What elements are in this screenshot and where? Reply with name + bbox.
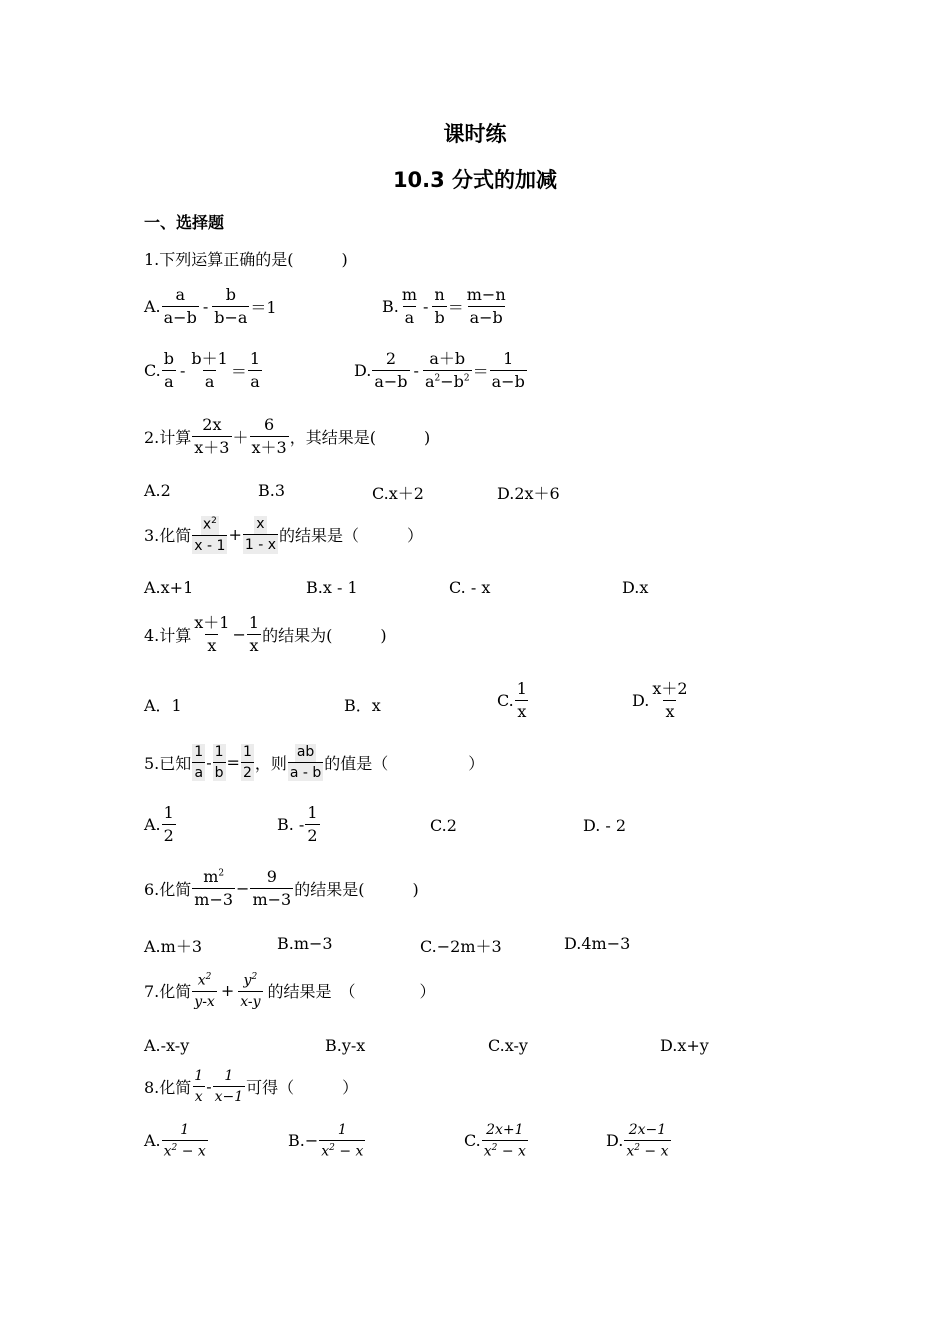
fraction: $\frac{x^2}{y-x}$ xyxy=(194,972,215,1010)
fraction: $\frac{1}{x^2 - x}$ xyxy=(163,1122,206,1160)
q4-option-b: B．x xyxy=(344,696,381,715)
option-label: C. xyxy=(144,361,161,381)
fraction: $\frac{1}{a}$ xyxy=(194,744,204,782)
operator: − xyxy=(232,625,246,645)
fraction: $\frac{1}{a}$ xyxy=(249,349,261,392)
fraction: $\frac{x}{1 - x}$ xyxy=(244,516,276,554)
q8-option-d: D. $\frac{2x-1}{x^2 - x}$ xyxy=(606,1122,669,1160)
fraction: $\frac{2}{a-b}$ xyxy=(374,349,408,392)
q3-option-d: D.x xyxy=(622,578,649,597)
result: ＝1 xyxy=(250,298,277,318)
q1-option-d xyxy=(354,350,528,392)
q7-option-c: C.x-y xyxy=(488,1036,528,1055)
q2-option-c: C.x＋2 xyxy=(372,484,424,503)
operator: ＝ xyxy=(447,298,464,318)
q3-option-c: C. - x xyxy=(449,578,491,597)
q4-option-d: D. $\frac{x+2}{x}$ xyxy=(632,679,688,722)
operator: + xyxy=(228,525,242,545)
option-label: A. xyxy=(144,297,161,317)
operator: - xyxy=(202,297,209,317)
q1-option-b xyxy=(382,286,509,328)
fraction: $\frac{x^2}{x - 1}$ xyxy=(194,516,226,554)
fraction: $\frac{1}{b}$ xyxy=(214,744,224,782)
q6-option-a: A.m＋3 xyxy=(144,937,202,956)
q4-option-c: C. $\frac{1}{x}$ xyxy=(497,679,527,722)
q2-option-d: D.2x＋6 xyxy=(497,484,560,503)
q5-option-b: B. - $\frac{1}{2}$ xyxy=(277,803,318,846)
operator: = xyxy=(226,753,240,773)
fraction: $\frac{n}{b}$ xyxy=(434,285,445,328)
fraction: $\frac{x+2}{x}$ xyxy=(652,679,688,722)
question-7-stem: 7.化简 $\frac{x^2}{y-x}$ + $\frac{y^2}{x-y}$ 的结果是 （ ） xyxy=(144,972,436,1010)
fraction: $\frac{6}{x+3}$ xyxy=(251,415,287,458)
question-4-stem: 4.计算 $\frac{x+1}{x}$ − $\frac{1}{x}$ 的结果为( ) xyxy=(144,613,387,656)
fraction: $\frac{1}{x}$ xyxy=(516,679,527,722)
q1-option-c xyxy=(144,350,263,392)
fraction: $\frac{b}{b-a}$ xyxy=(214,285,248,328)
q2-option-a: A.2 xyxy=(144,481,171,500)
q5-option-a: A. $\frac{1}{2}$ xyxy=(144,803,174,846)
question-3-stem: 3.化简 $\frac{x^2}{x - 1}$ + $\frac{x}{1 - x}$ 的结果是（ ） xyxy=(144,516,424,554)
question-2-stem: 2.计算 $\frac{2x}{x+3}$ ＋ $\frac{6}{x+3}$ ，其结果是( ) xyxy=(144,415,431,458)
operator: ＋ xyxy=(232,428,249,448)
q5-option-d: D. - 2 xyxy=(583,816,627,835)
page-subtitle: 10.3 分式的加减 xyxy=(392,168,558,192)
fraction: $\frac{b+1}{a}$ xyxy=(191,349,228,392)
q6-option-c: C.−2m＋3 xyxy=(420,937,502,956)
fraction: $\frac{1}{x^2 - x}$ xyxy=(321,1122,364,1160)
operator: - xyxy=(180,361,186,381)
q1-option-a xyxy=(144,286,277,328)
fraction: $\frac{a}{a-b}$ xyxy=(163,285,197,328)
q7-option-b: B.y-x xyxy=(325,1036,366,1055)
question-5-stem: 5.已知 $\frac{1}{a}$ - $\frac{1}{b}$ = $\frac{1}{2}$ ，则 $\frac{ab}{a - b}$ 的值是（ ） xyxy=(144,744,485,782)
q6-option-d: D.4m−3 xyxy=(564,934,631,953)
fraction: $\frac{1}{x}$ xyxy=(248,613,260,656)
q8-option-b: B.− $\frac{1}{x^2 - x}$ xyxy=(288,1122,364,1160)
fraction: $\frac{m^2}{m-3}$ xyxy=(194,867,234,910)
fraction: $\frac{1}{x-1}$ xyxy=(214,1068,244,1106)
fraction: $\frac{a+b}{a^2-b^2}$ xyxy=(424,349,470,392)
q5-option-c: C.2 xyxy=(430,816,457,835)
q4-option-a: A．1 xyxy=(144,696,182,715)
fraction: $\frac{1}{2}$ xyxy=(307,803,318,846)
q7-option-d: D.x+y xyxy=(660,1036,709,1055)
question-1-stem: 1.下列运算正确的是( ) xyxy=(144,250,348,269)
option-label: D. xyxy=(354,361,372,381)
operator: - xyxy=(206,1077,212,1097)
fraction: $\frac{x+1}{x}$ xyxy=(194,613,230,656)
q7-option-a: A.-x-y xyxy=(144,1036,190,1055)
operator: ＝ xyxy=(472,362,489,382)
fraction: $\frac{m}{a}$ xyxy=(401,285,418,328)
operator: - xyxy=(413,361,419,381)
fraction: $\frac{y^2}{x-y}$ xyxy=(240,972,261,1010)
page-title: 课时练 xyxy=(443,122,507,146)
operator: ＝ xyxy=(230,362,247,382)
q3-option-b: B.x - 1 xyxy=(306,578,358,597)
fraction: $\frac{2x}{x+3}$ xyxy=(194,415,230,458)
operator: - xyxy=(423,297,429,317)
option-label: B. xyxy=(382,297,399,317)
fraction: $\frac{1}{2}$ xyxy=(163,803,174,846)
operator: + xyxy=(220,981,235,1001)
fraction: $\frac{1}{a-b}$ xyxy=(491,349,525,392)
fraction: $\frac{9}{m-3}$ xyxy=(252,867,292,910)
fraction: $\frac{m-n}{a-b}$ xyxy=(466,285,506,328)
q8-option-c: C. $\frac{2x+1}{x^2 - x}$ xyxy=(464,1122,526,1160)
question-8-stem: 8.化简 $\frac{1}{x}$ - $\frac{1}{x-1}$ 可得（ ） xyxy=(144,1068,359,1106)
fraction: $\frac{2x+1}{x^2 - x}$ xyxy=(483,1122,526,1160)
q3-option-a: A.x+1 xyxy=(144,578,194,597)
fraction: $\frac{1}{x}$ xyxy=(194,1068,204,1106)
fraction: $\frac{b}{a}$ xyxy=(163,349,175,392)
operator: - xyxy=(206,753,212,773)
section-heading: 一、选择题 xyxy=(144,213,225,232)
q2-option-b: B.3 xyxy=(258,481,286,500)
operator: − xyxy=(236,879,250,899)
q8-option-a: A. $\frac{1}{x^2 - x}$ xyxy=(144,1122,206,1160)
fraction: $\frac{1}{2}$ xyxy=(242,744,252,782)
q6-option-b: B.m−3 xyxy=(277,934,333,953)
question-6-stem: 6.化简 $\frac{m^2}{m-3}$ − $\frac{9}{m-3}$ 的结果是( ) xyxy=(144,867,419,910)
fraction: $\frac{2x-1}{x^2 - x}$ xyxy=(626,1122,669,1160)
fraction: $\frac{ab}{a - b}$ xyxy=(289,744,322,782)
